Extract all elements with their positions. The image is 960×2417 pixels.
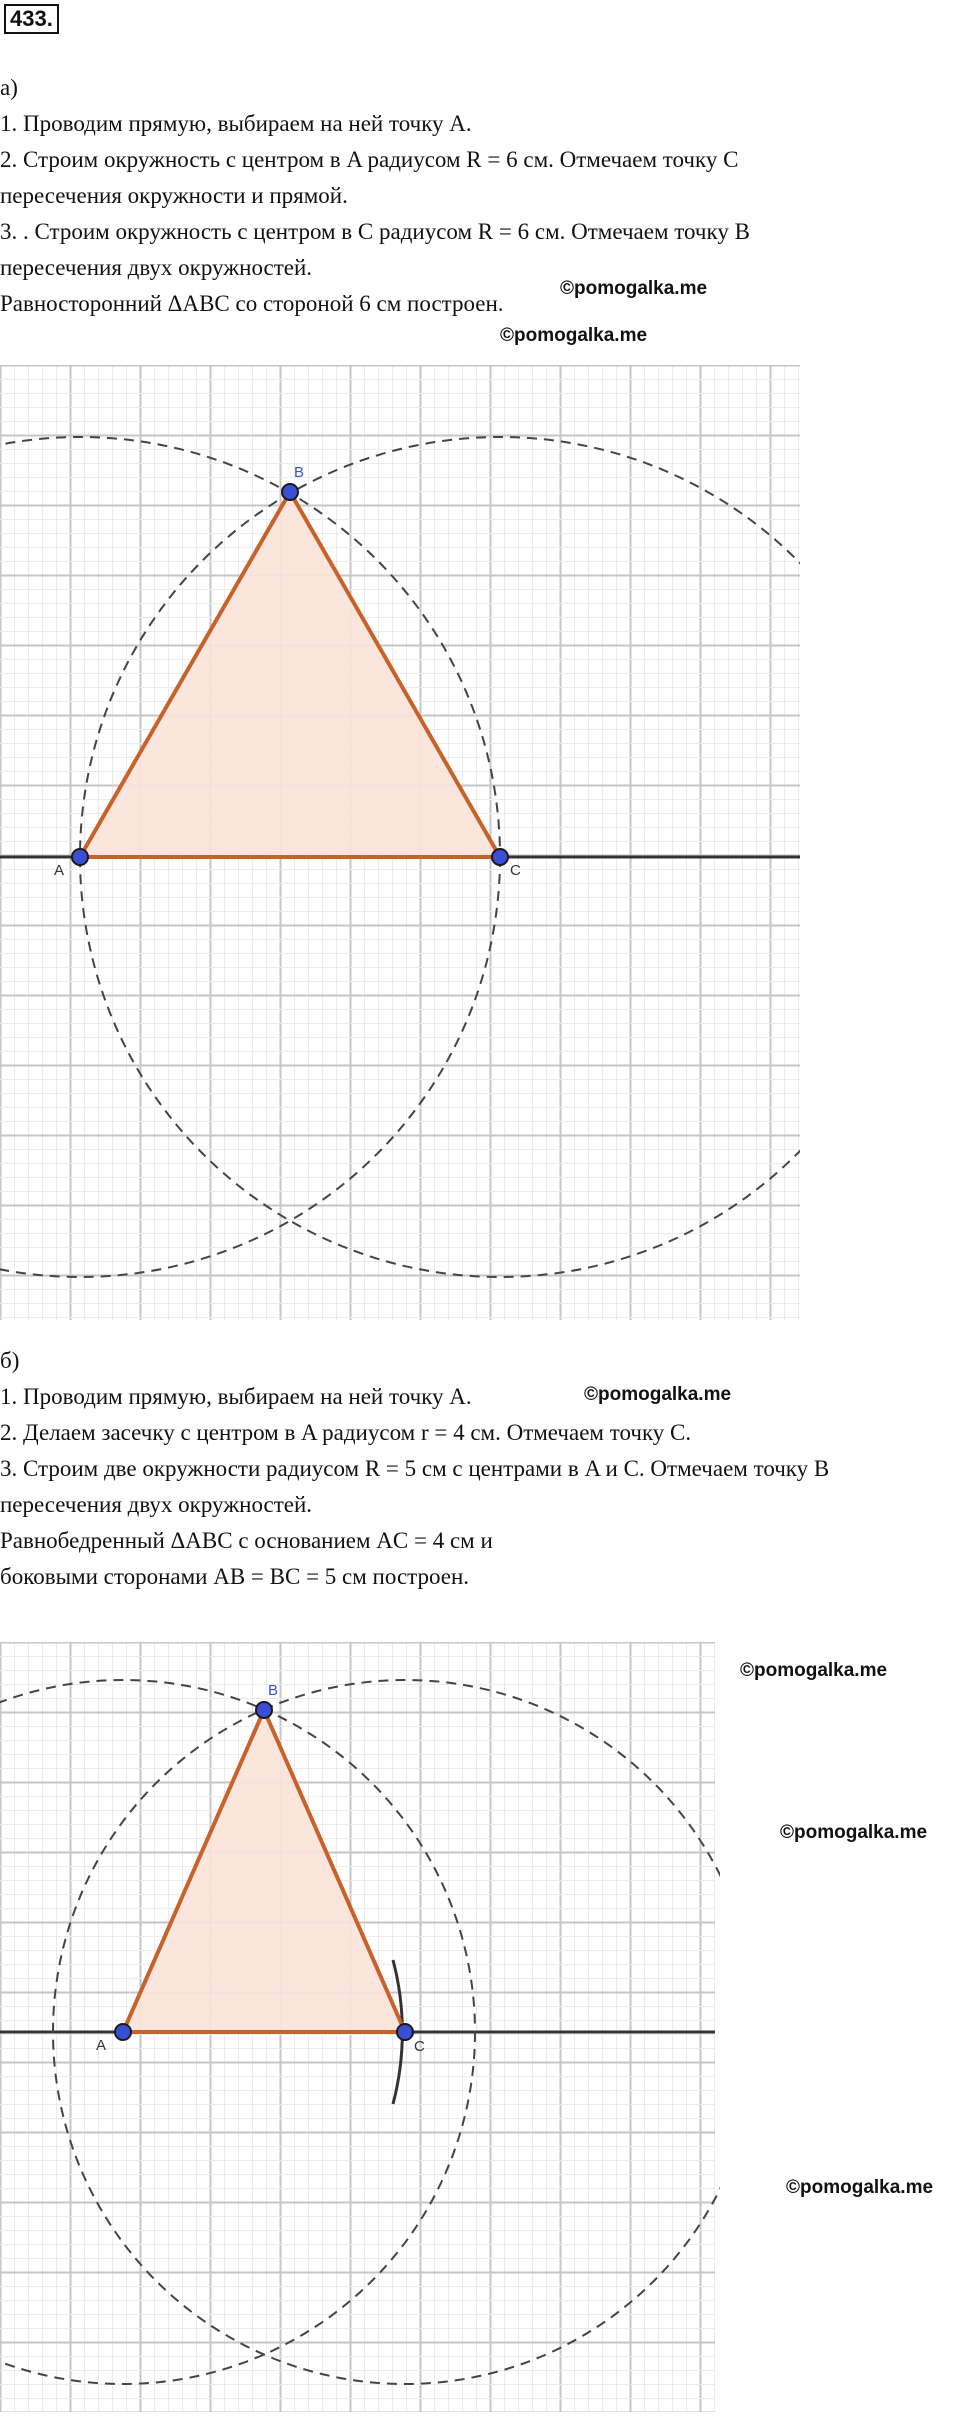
label-c: C	[414, 2038, 425, 2055]
part-b-line-1: 1. Проводим прямую, выбираем на ней точку A.	[0, 1384, 472, 1409]
watermark: ©pomogalka.me	[740, 1660, 888, 1681]
point-a[interactable]	[72, 849, 88, 865]
label-b: B	[294, 464, 305, 481]
part-a-line-5: пересечения двух окружностей.	[0, 255, 313, 280]
part-a-line-6: Равносторонний ΔABC со стороной 6 см построен.	[0, 291, 504, 316]
point-a[interactable]	[115, 2024, 131, 2040]
label-b: B	[268, 1682, 279, 1699]
label-a: A	[96, 2037, 107, 2054]
watermark: ©pomogalka.me	[560, 278, 708, 299]
watermark: ©pomogalka.me	[786, 2177, 934, 2198]
label-c: C	[510, 862, 521, 879]
point-b[interactable]	[256, 1702, 272, 1718]
part-b-line-6: боковыми сторонами AB = BC = 5 см построен.	[0, 1564, 470, 1589]
part-b-line-2: 2. Делаем засечку с центром в A радиусом r = 4 см. Отмечаем точку C.	[0, 1420, 692, 1445]
watermark: ©pomogalka.me	[500, 325, 648, 346]
part-b-label: б)	[0, 1348, 20, 1373]
part-a-line-1: 1. Проводим прямую, выбираем на ней точку A.	[0, 111, 472, 136]
point-c[interactable]	[397, 2024, 413, 2040]
part-b-line-5: Равнобедренный ΔABC с основанием AC = 4 см и	[0, 1528, 493, 1553]
part-a-line-4: 3. . Строим окружность с центром в C радиусом R = 6 см. Отмечаем точку B	[0, 219, 750, 244]
triangle-abc	[80, 492, 500, 857]
part-a-line-3: пересечения окружности и прямой.	[0, 183, 348, 208]
part-b-line-4: пересечения двух окружностей.	[0, 1492, 313, 1517]
problem-number: 433.	[4, 4, 59, 34]
label-a: A	[54, 862, 65, 879]
part-a-line-2: 2. Строим окружность с центром в A радиусом R = 6 см. Отмечаем точку C	[0, 147, 739, 172]
part-b-line-3: 3. Строим две окружности радиусом R = 5 см с центрами в A и C. Отмечаем точку B	[0, 1456, 830, 1481]
construction-figure-b	[0, 1642, 720, 2412]
triangle-abc	[123, 1710, 405, 2032]
point-c[interactable]	[492, 849, 508, 865]
construction-figure-a	[0, 365, 800, 1320]
watermark: ©pomogalka.me	[584, 1384, 732, 1405]
part-a-label: а)	[0, 75, 18, 100]
point-b[interactable]	[282, 484, 298, 500]
part-b-text	[0, 1343, 829, 1595]
watermark: ©pomogalka.me	[780, 1822, 928, 1843]
